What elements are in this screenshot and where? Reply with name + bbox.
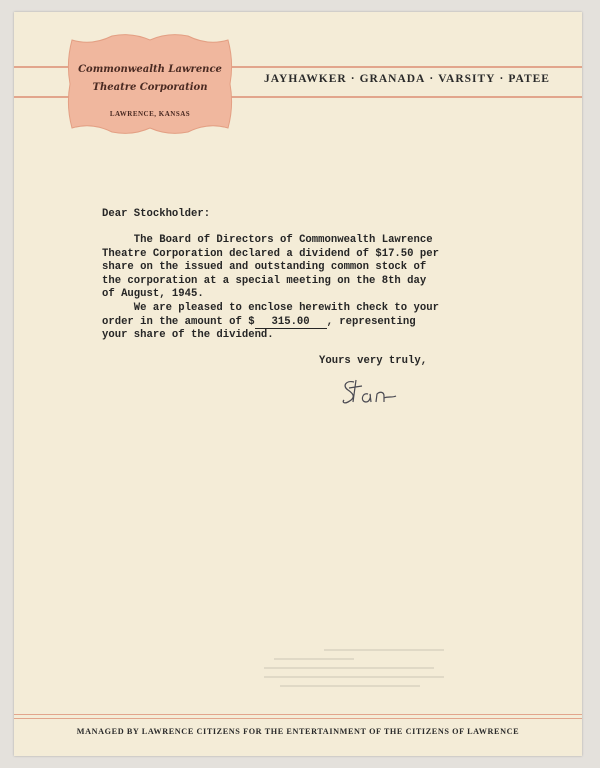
separator-dot: ·: [429, 73, 435, 85]
dividend-amount: 315.00: [255, 316, 327, 329]
show-through-marks: [264, 642, 464, 722]
theatre-name: GRANADA: [359, 73, 426, 85]
paragraph-check-enclosure: [102, 302, 439, 343]
paragraph-line: the corporation at a special meeting on the 8th day: [102, 274, 427, 287]
paragraph-line: share on the issued and outstanding common stock of: [102, 261, 427, 273]
paragraph-line: [102, 316, 439, 330]
amount-suffix: , representing: [326, 315, 416, 328]
letter-page: [14, 12, 582, 756]
theatre-name: JAYHAWKER: [264, 73, 347, 85]
paragraph-line: The Board of Directors of Commonwealth Lawrence: [102, 234, 433, 246]
salutation: Dear Stockholder:: [102, 208, 211, 220]
paragraph-line: Theatre Corporation declared a dividend of $17.50 per: [102, 247, 439, 260]
paragraph-line: We are pleased to enclose herewith check to your: [102, 302, 439, 314]
handwritten-signature: [340, 372, 400, 412]
separator-dot: ·: [499, 73, 505, 85]
logo-company-line2: Theatre Corporation: [92, 82, 208, 93]
paragraph-dividend-declaration: [102, 234, 439, 302]
separator-dot: ·: [350, 73, 356, 85]
paragraph-line: of August, 1945.: [102, 288, 204, 300]
theatre-name: VARSITY: [438, 73, 496, 85]
logo-city: LAWRENCE, KANSAS: [109, 110, 191, 118]
footer-rule-top: [14, 714, 582, 715]
theatre-list: [246, 73, 568, 85]
logo-company-line1: Commonwealth Lawrence: [78, 64, 222, 75]
theatre-name: PATEE: [508, 73, 550, 85]
company-logo: [62, 32, 238, 136]
footer-text: MANAGED BY LAWRENCE CITIZENS FOR THE ENTERTAINMENT OF THE CITIZENS OF LAWRENCE: [76, 727, 520, 736]
footer-rule-inner: [14, 718, 582, 719]
amount-prefix: order in the amount of $: [102, 315, 255, 328]
closing: Yours very truly,: [319, 355, 428, 367]
paragraph-line: your share of the dividend.: [102, 329, 274, 341]
